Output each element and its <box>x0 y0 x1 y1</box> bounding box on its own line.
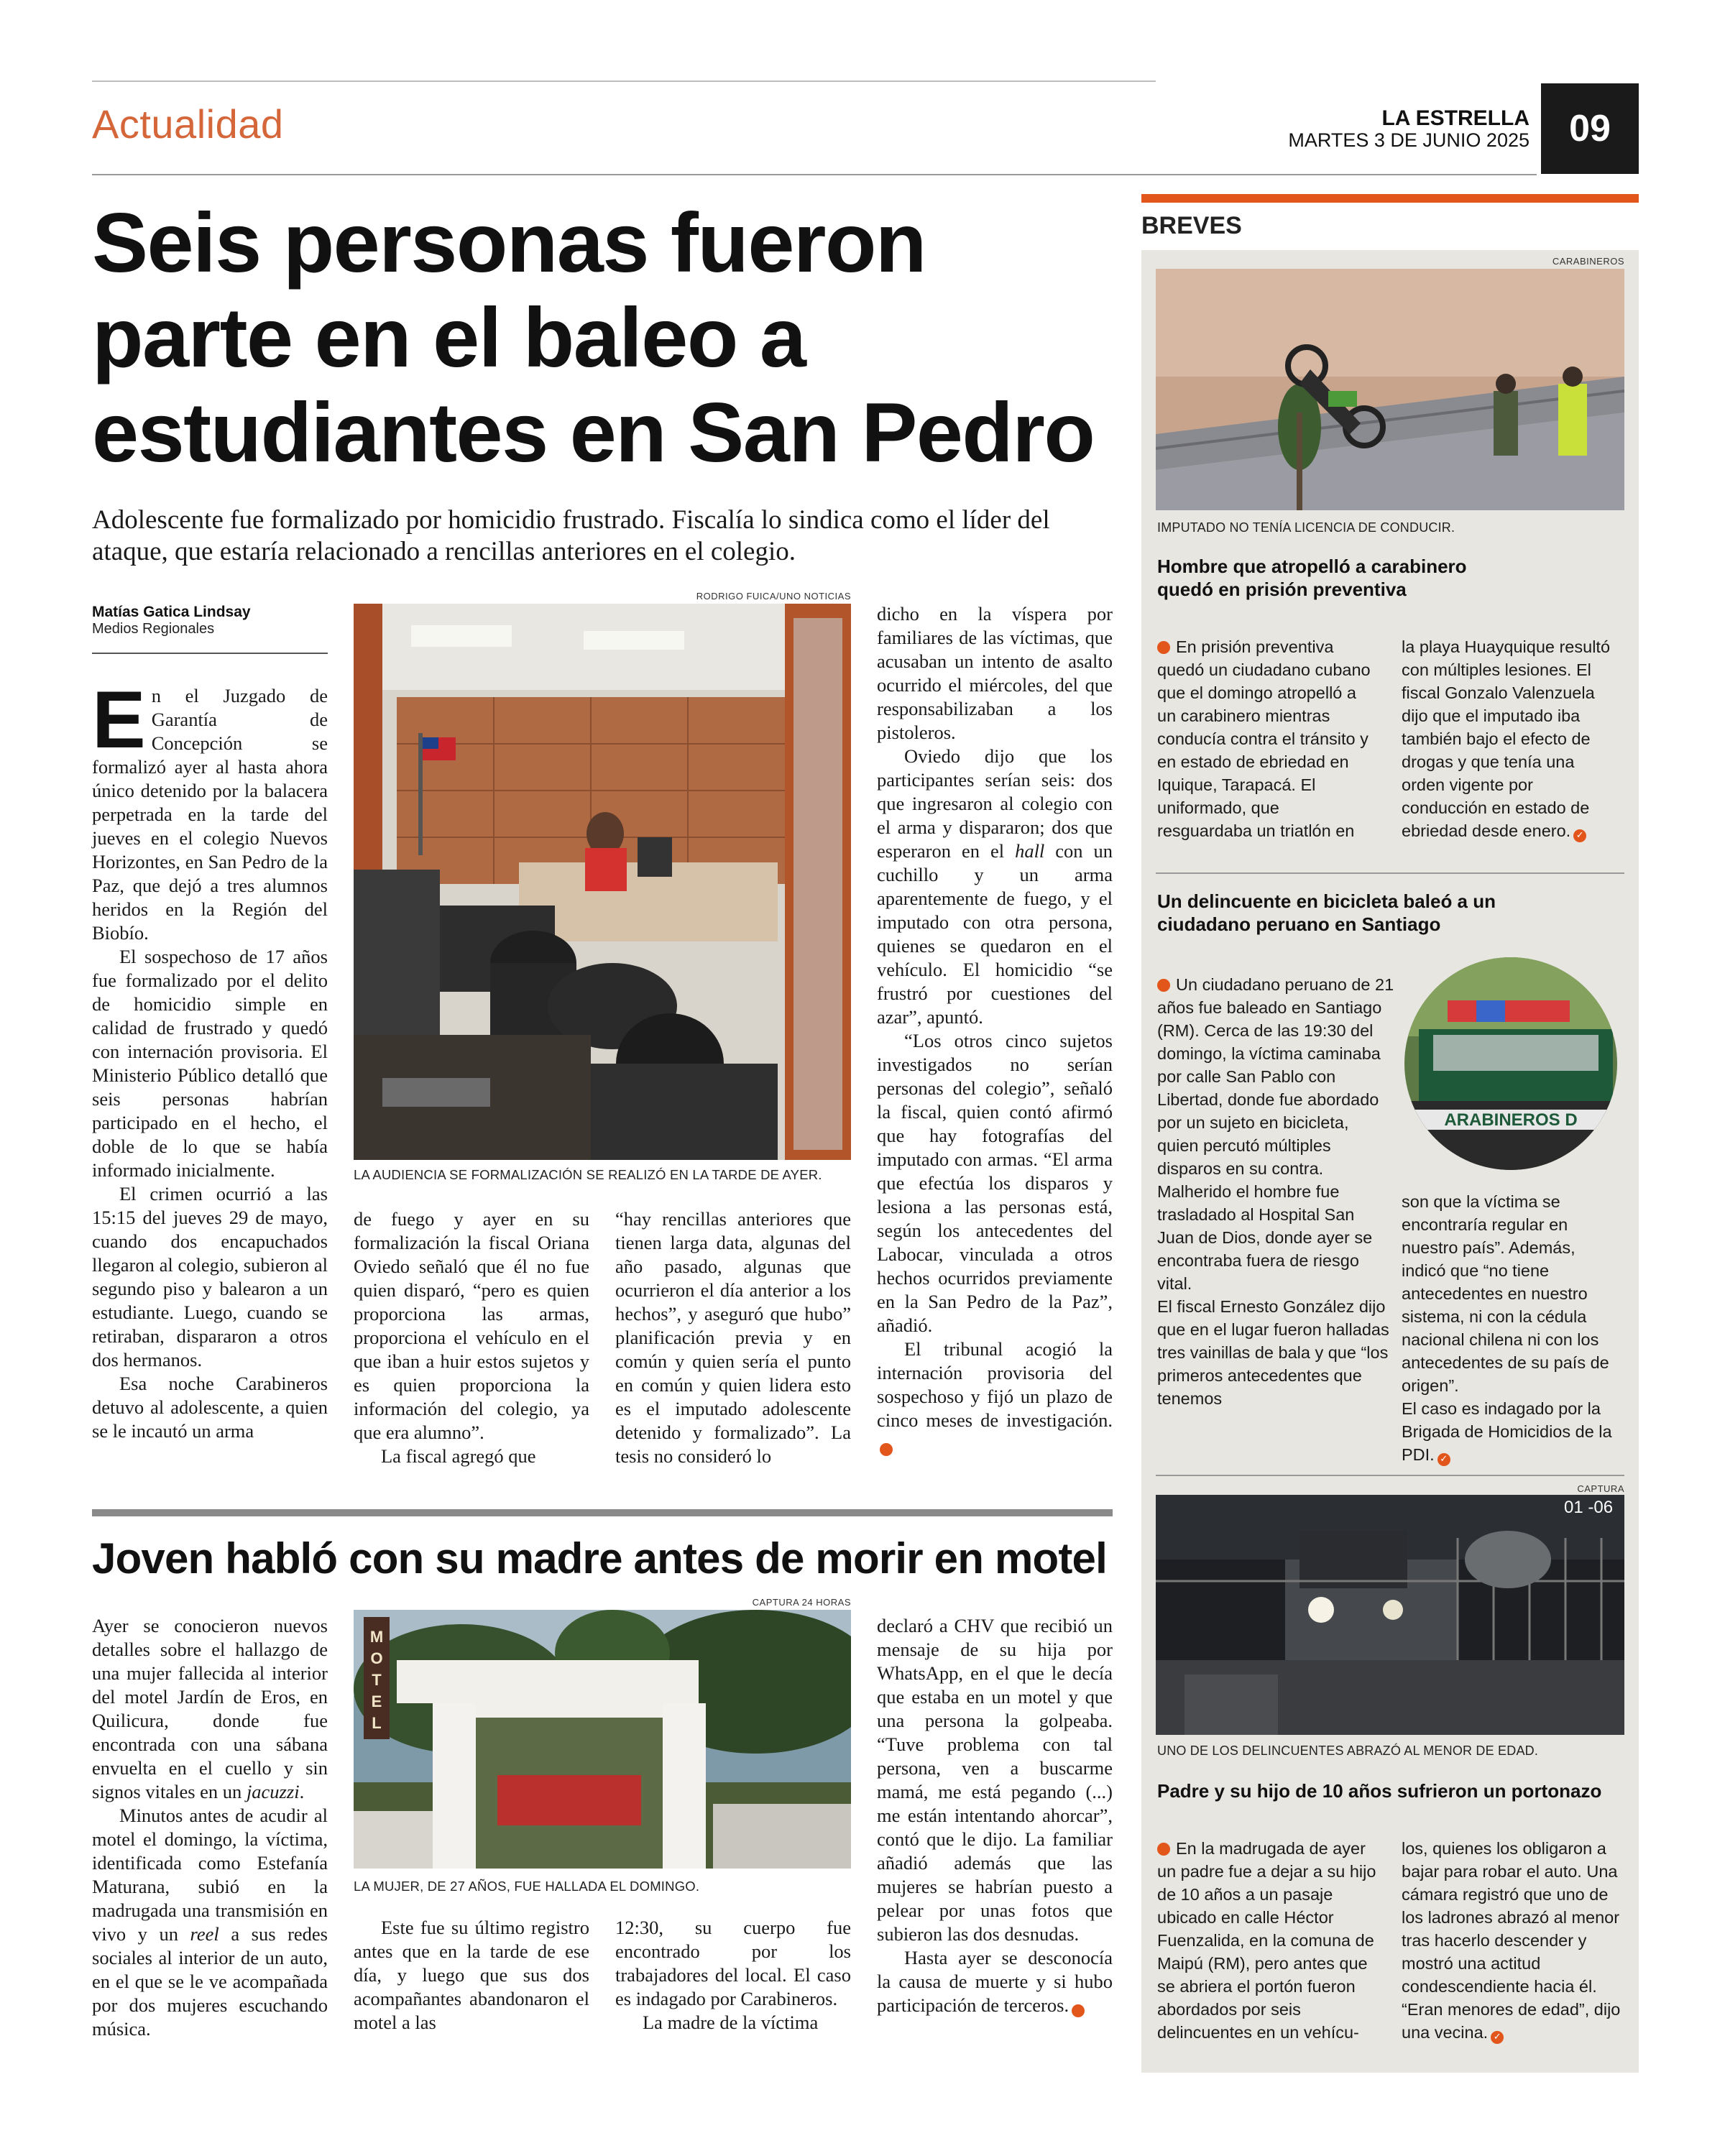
brief-col-1 <box>1157 1837 1380 2044</box>
paper-name: LA ESTRELLA <box>1381 106 1530 130</box>
main-col-4 <box>877 602 1113 1456</box>
motorcycle-photo <box>1156 269 1624 510</box>
brief-headline: Hombre que atropelló a carabinero quedó en prisión preventiva <box>1157 556 1467 600</box>
paragraph: son que la víctima se encontraría regular en nuestro país”. Además, indicó que “no tiene antecedentes en nuestro sistema, ni con la cédula nacional chilena ni con los antecedentes de su país de origen”. <box>1402 1192 1609 1395</box>
paragraph: Minutos antes de acudir al motel el domingo, la víctima, identificada como Estefanía Maturana, subió en la madrugada una transmisión en vivo y un reel a sus redes sociales al interior de un auto, en el que se le ve acompañada por dos mujeres escuchando música. <box>92 1805 328 2040</box>
motel-sign-letter: L <box>372 1714 382 1732</box>
motel-sign-letter: T <box>372 1671 382 1689</box>
paragraph: El sospechoso de 17 años fue formalizado por el delito de homicidio simple en calidad de frustrado y quedó con internación provisoria. El Ministerio Público detalló que seis personas habrían participado en el hecho, el doble de lo que se había informado inicialmente. <box>92 946 328 1181</box>
police-car-photo <box>1404 957 1617 1170</box>
brief-col-1 <box>1157 635 1373 842</box>
main-headline <box>92 195 1156 480</box>
photo-caption: UNO DE LOS DELINCUENTES ABRAZÓ AL MENOR DE EDAD. <box>1157 1743 1539 1758</box>
paragraph: El caso es indagado por la Brigada de Homicidios de la PDI. ✓ <box>1402 1399 1612 1465</box>
paragraph: El tribunal acogió la internación provisoria del sospechoso y fijó un plazo de cinco meses de investigación.✓ <box>877 1338 1113 1455</box>
paragraph: El crimen ocurrió a las 15:15 del jueves 29 de mayo, cuando dos encapuchados llegaron al colegio, subieron al segundo piso y balearon a un estudiante. Luego, cuando se retiraban, dispararon a otros dos hermanos. <box>92 1183 328 1370</box>
headline-line: parte en el baleo a <box>92 290 806 384</box>
paragraph: declaró a CHV que recibió un mensaje de su hija por WhatsApp, en el que le decía que estaba en un motel y que una persona la golpeaba. “Tuve problema con tal persona, ven a buscarme mamá, me está pegando (...) me están intentando ahorcar”, contó que le dijo. La familiar añadió además que las mujeres se habrían puesto a pelear por unas fotos que subieron las dos desnudas. <box>877 1615 1113 1945</box>
lead-paragraph: En el Juzgado de Garantía de Concepción se formalizó ayer al hasta ahora único detenido por la balacera perpetrada en la tarde del jueves en el colegio Nuevos Horizontes, en San Pedro de la Paz, que dejó a tres alumnos heridos en la Región del Biobío. <box>92 675 328 944</box>
paragraph: Malherido el hombre fue trasladado al Hospital San Juan de Dios, donde ayer se encontraba fuera de riesgo vital. <box>1157 1182 1373 1293</box>
bullet-icon <box>1157 979 1170 992</box>
cctv-timestamp: 01 -06 <box>1564 1498 1614 1517</box>
top-rule <box>92 80 1156 82</box>
second-col-2 <box>354 1916 589 2035</box>
photo-caption: IMPUTADO NO TENÍA LICENCIA DE CONDUCIR. <box>1157 520 1455 535</box>
headline-line: Seis personas fueron <box>92 195 926 290</box>
brief-headline: Padre y su hijo de 10 años sufrieron un portonazo <box>1157 1780 1602 1802</box>
second-story-rule <box>92 1509 1113 1516</box>
issue-date: MARTES 3 DE JUNIO 2025 <box>1288 129 1530 151</box>
photo-credit: RODRIGO FUICA/UNO NOTICIAS <box>696 591 851 602</box>
main-deck: Adolescente fue formalizado por homicidio frustrado. Fiscalía lo sindica como el líder del ataque, que estaría relacionado a rencillas anteriores en el colegio. <box>92 505 1050 566</box>
paragraph: Hasta ayer se desconocía la causa de muerte y si hubo participación de terceros. ✓ <box>877 1947 1113 2016</box>
end-mark-icon: ✓ <box>1491 2031 1504 2044</box>
brief-col-1 <box>1157 973 1394 1410</box>
breves-label: BREVES <box>1141 212 1242 239</box>
photo-credit: CAPTURA 24 HORAS <box>752 1597 851 1608</box>
brief-col-2 <box>1402 635 1617 842</box>
second-col-3 <box>615 1916 851 2035</box>
motel-sign-letter: E <box>371 1692 382 1710</box>
author-org: Medios Regionales <box>92 621 215 637</box>
paragraph: La madre de la víctima <box>643 2012 819 2033</box>
motel-sign-letter: O <box>370 1649 383 1667</box>
end-mark-icon: ✓ <box>1573 829 1586 842</box>
second-col-4 <box>877 1614 1113 2017</box>
police-car-label: ARABINEROS D <box>1444 1110 1578 1130</box>
paragraph: “Los otros cinco sujetos investigados no serían personas del colegio”, señaló la fiscal, quien contó afirmó que hay fotografías del imputado con armas. “El arma que efectúa los disparos y lesiona a las personas está, según los antecedentes del Labocar, vinculada a otros hechos ocurridos previamente en la San Pedro de la Paz”, añadió. <box>877 1030 1113 1336</box>
drop-cap: E <box>92 675 146 765</box>
headline-line: estudiantes en San Pedro <box>92 385 1095 479</box>
end-mark-icon: ✓ <box>1072 2004 1085 2017</box>
second-headline: Joven habló con su madre antes de morir en motel <box>92 1534 1107 1583</box>
courtroom-photo <box>354 604 851 1160</box>
paragraph: Este fue su último registro antes que en la tarde de ese día, y luego que sus dos acompañantes abandonaron el motel a las <box>354 1917 589 2033</box>
section-label: Actualidad <box>92 101 284 147</box>
paragraph: dicho en la víspera por familiares de las víctimas, que acusaban un intento de asalto ocurrido el miércoles, del que responsabilizaban a los pistoleros. <box>877 603 1113 743</box>
paragraph: En la madrugada de ayer un padre fue a dejar a su hijo de 10 años a un pasaje ubicado en calle Héctor Fuenzalida, en la comuna de Maipú (RM), pero antes que se abriera el portón fueron abordados por seis delincuentes en un vehícu- <box>1157 1839 1376 2042</box>
main-col-1 <box>92 675 328 1443</box>
main-col-2 <box>354 1207 589 1468</box>
paragraph: El fiscal Ernesto González dijo que en el lugar fueron halladas tres vainillas de bala y que “los primeros antecedentes que tenemos <box>1157 1297 1389 1408</box>
motel-sign-letter: M <box>369 1628 384 1646</box>
breves-top-bar <box>1141 194 1639 203</box>
header-rule <box>92 174 1537 175</box>
brief-col-2 <box>1402 1837 1624 2044</box>
photo-credit: CAPTURA <box>1577 1483 1624 1494</box>
end-mark-icon: ✓ <box>1438 1453 1450 1466</box>
photo-caption: LA MUJER, DE 27 AÑOS, FUE HALLADA EL DOMINGO. <box>354 1879 700 1894</box>
brief-divider <box>1156 1475 1624 1476</box>
page-number: 09 <box>1541 83 1639 174</box>
end-mark-icon: ✓ <box>880 1443 893 1456</box>
paragraph: Esa noche Carabineros detuvo al adolescente, a quien se le incautó un arma <box>92 1373 328 1442</box>
brief-col-2 <box>1402 1190 1617 1466</box>
motel-photo <box>354 1610 851 1869</box>
photo-credit: CARABINEROS <box>1552 256 1624 267</box>
bullet-icon <box>1157 1843 1170 1856</box>
paragraph: Ayer se conocieron nuevos detalles sobre el hallazgo de una mujer fallecida al interior del motel Jardín de Eros, en Quilicura, donde fue encontrada con una sábana envuelta en el cuello y sin signos vitales en un jacuzzi. <box>92 1615 328 1802</box>
bullet-icon <box>1157 641 1170 654</box>
cctv-photo <box>1156 1495 1624 1735</box>
photo-caption: LA AUDIENCIA SE FORMALIZACIÓN SE REALIZÓ EN LA TARDE DE AYER. <box>354 1167 822 1182</box>
paragraph: 12:30, su cuerpo fue encontrado por los trabajadores del local. El caso es indagado por Carabineros. <box>615 1917 851 2009</box>
main-col-3 <box>615 1207 851 1468</box>
paragraph: la playa Huayquique resultó con múltiples lesiones. El fiscal Gonzalo Valenzuela dijo que el imputado iba también bajo el efecto de drogas y que tenía una orden vigente por conducción en estado de ebriedad desde enero. ✓ <box>1402 637 1611 841</box>
paragraph: Oviedo dijo que los participantes serían seis: dos que ingresaron al colegio con el arma y dispararon; dos que esperaron en el hall con un cuchillo y un arma aparentemente de fuego, y el imputado con otra persona, quienes se quedaron en el vehículo. El homicidio “se frustró por cuestiones del azar”, apuntó. <box>877 745 1113 1028</box>
author-name: Matías Gatica Lindsay <box>92 604 251 620</box>
paragraph: los, quienes los obligaron a bajar para robar el auto. Una cámara registró que uno de los ladrones abrazó al menor tras hacerlo descender y mostró una actitud condescendiente hacia él. “Eran menores de edad”, dijo una vecina. ✓ <box>1402 1839 1621 2042</box>
byline-rule <box>92 653 328 654</box>
brief-divider <box>1156 872 1624 874</box>
brief-headline: Un delincuente en bicicleta baleó a un ciudadano peruano en Santiago <box>1157 890 1496 935</box>
byline <box>92 604 329 637</box>
paragraph: “hay rencillas anteriores que tienen larga data, algunas del año pasado, algunas que ocurrieron el día anterior a los hechos”, y aseguró que hubo” planificación previa y en común y quien sería el punto en común y quien lidera esto es el imputado adolescente detenido y formalizado”. La tesis no consideró lo <box>615 1208 851 1467</box>
paragraph: La fiscal agregó que <box>381 1445 536 1467</box>
paragraph: de fuego y ayer en su formalización la fiscal Oriana Oviedo señaló que él no fue quien disparó, “pero es quien proporciona las armas, proporciona el vehículo en el que iban a huir estos sujetos y es quien proporciona la información del colegio, ya que era alumno”. <box>354 1208 589 1443</box>
paragraph: En prisión preventiva quedó un ciudadano cubano que el domingo atropelló a un carabinero mientras conducía contra el tránsito y en estado de ebriedad en Iquique, Tarapacá. El uniformado, que resguardaba un triatlón en <box>1157 637 1371 840</box>
paragraph: Un ciudadano peruano de 21 años fue baleado en Santiago (RM). Cerca de las 19:30 del domingo, la víctima caminaba por calle San Pablo con Libertad, donde fue abordado por un sujeto en bicicleta, quien percutó múltiples disparos en su contra. <box>1157 975 1394 1178</box>
second-col-1 <box>92 1614 328 2041</box>
